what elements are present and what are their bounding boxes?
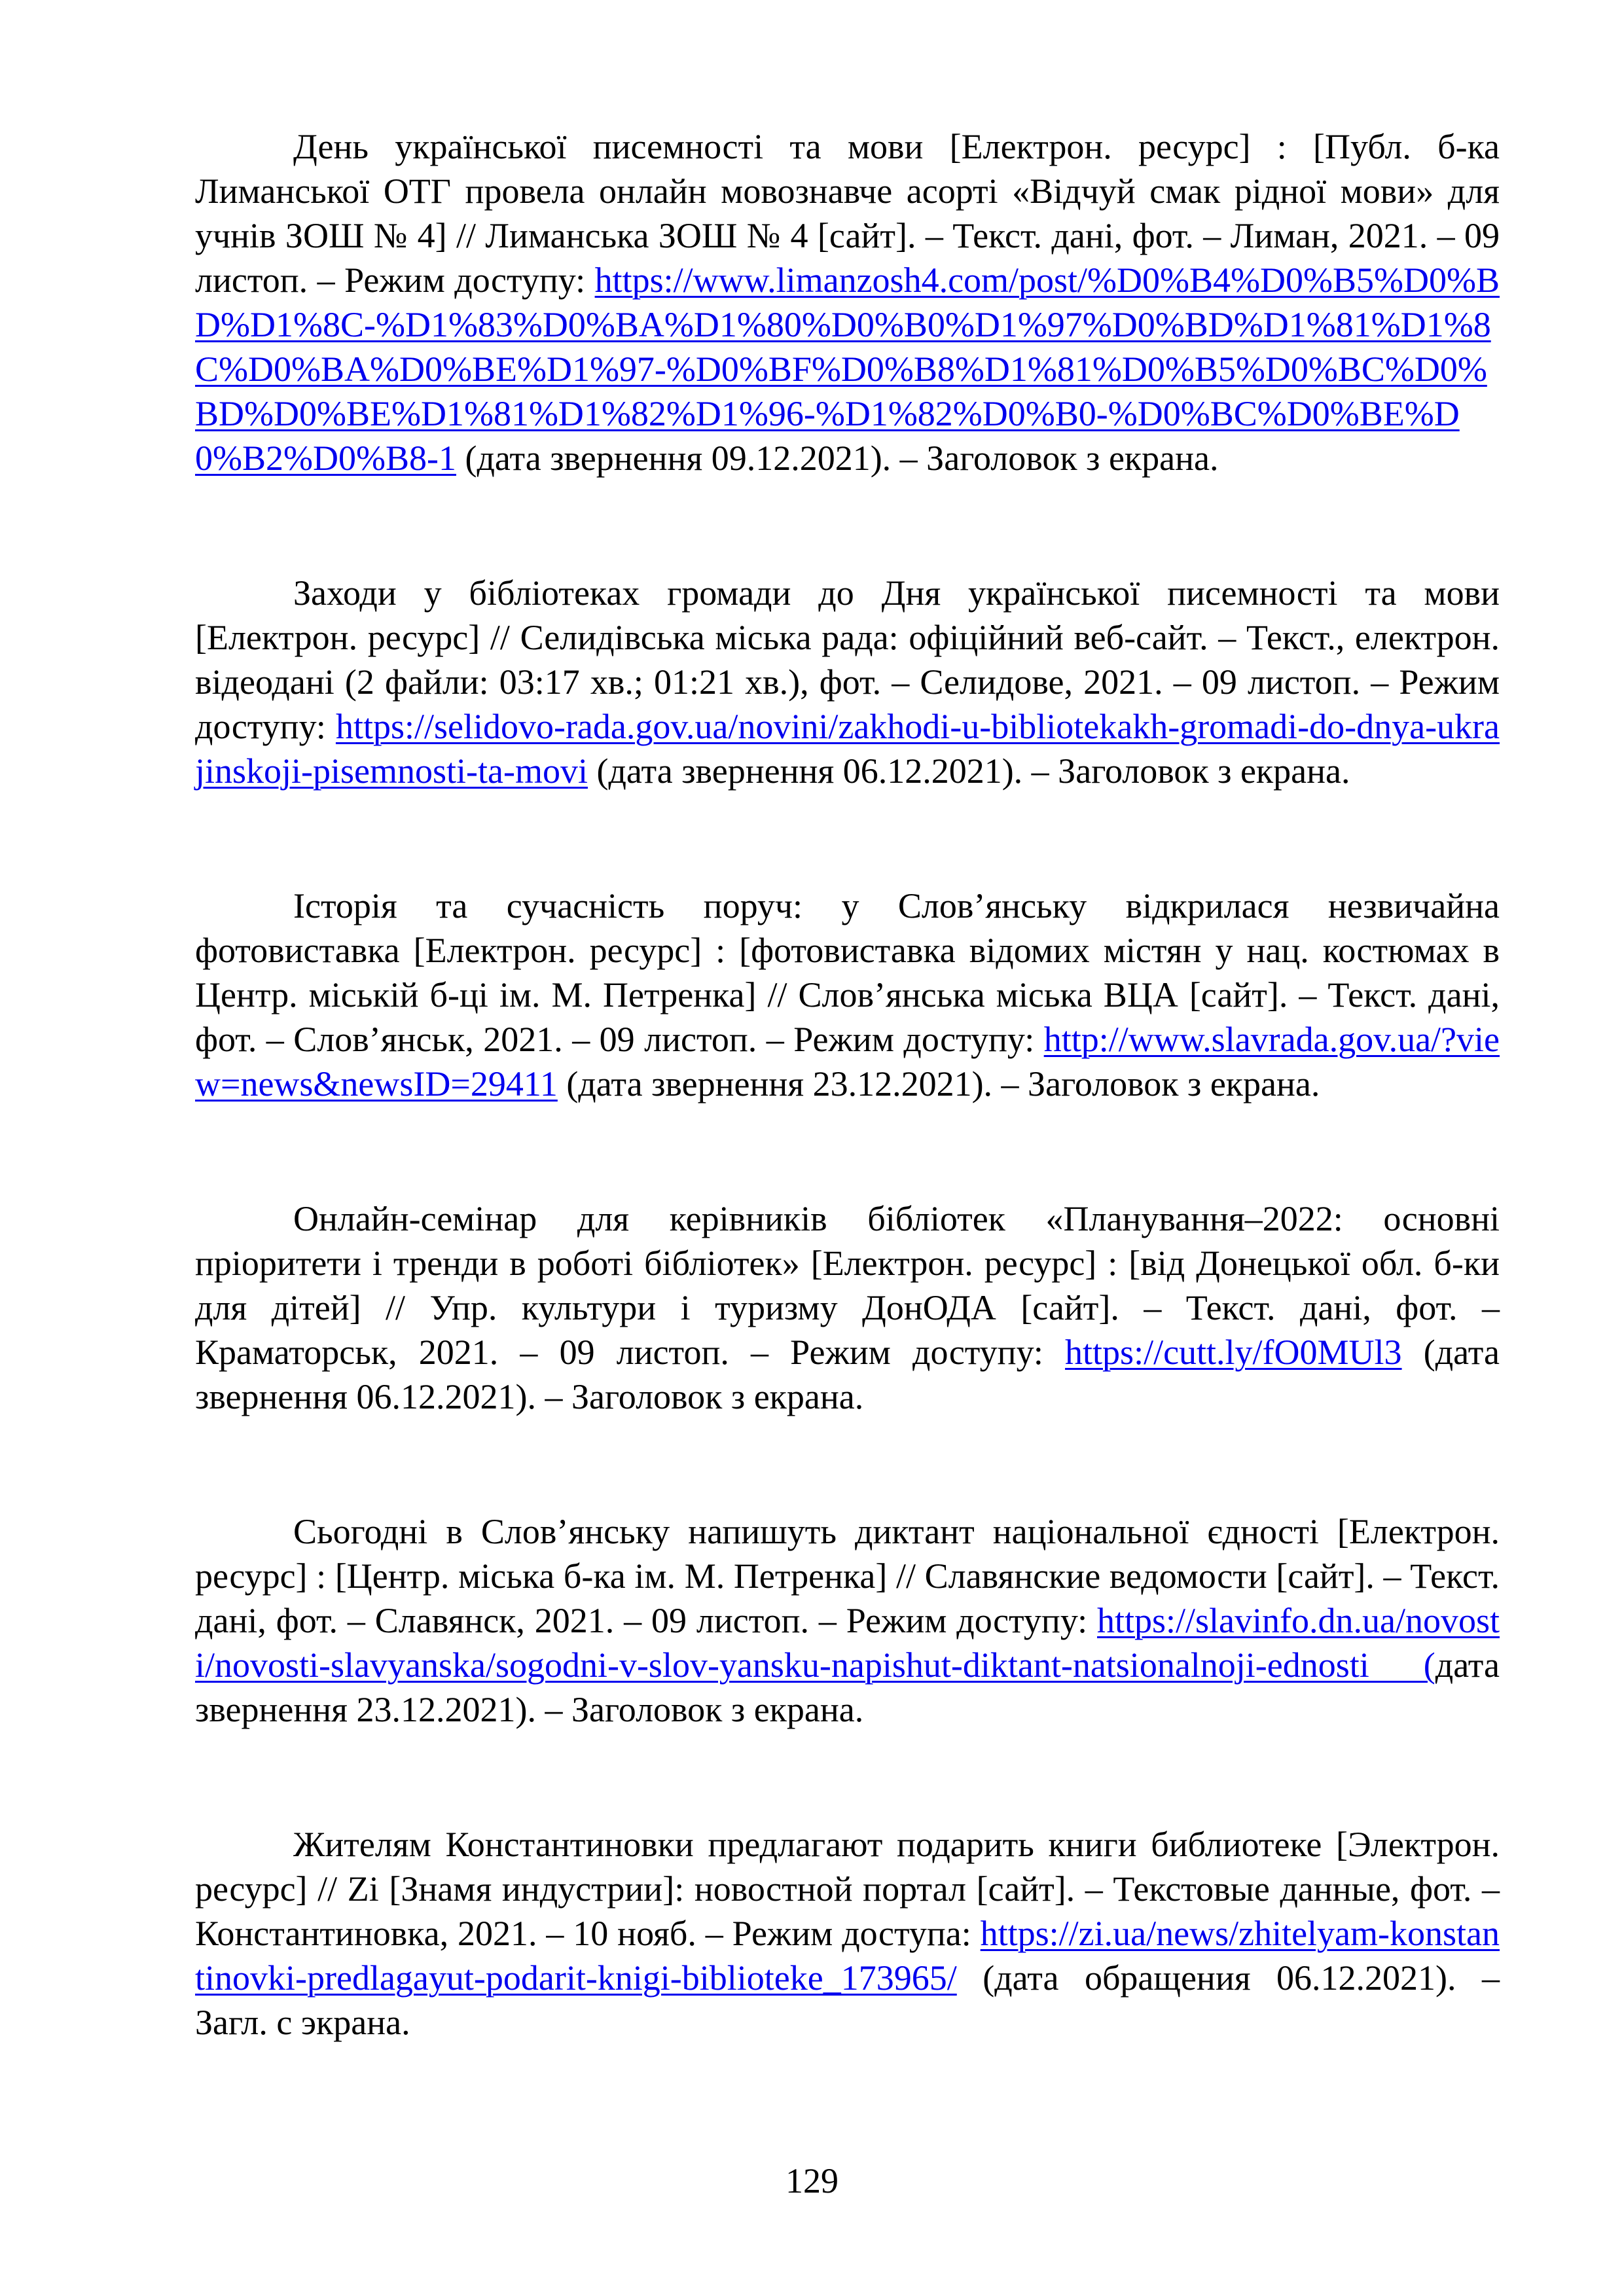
- bibliography-entry: [195, 1196, 1500, 1419]
- bibliography-entry: [195, 571, 1500, 793]
- bibliography-entry: [195, 884, 1500, 1106]
- entry-link[interactable]: https://zi.ua/news/zhitelyam-konstantinovki-predlagayut-podarit-knigi-biblioteke_173965/: [195, 1914, 1500, 1998]
- entry-text: Заходи у бібліотеках громади до Дня української писемності та мови [Електрон. ресурс] // Селидівська міська рада: офіційний веб-сайт. – Текст., електрон. відеодані (2 файли: 03:17 хв.; 01:21 хв.), фот. – Селидове, 2021. – 09 листоп. – Режим доступу:: [195, 573, 1500, 746]
- entry-text: День української писемності та мови [Електрон. ресурс] : [Публ. б-ка Лиманської ОТГ провела онлайн мовознавче асорті «Відчуй смак рідної мови» для учнів ЗОШ № 4] // Лиманська ЗОШ № 4 [сайт]. – Текст. дані, фот. – Лиман, 2021. – 09 листоп. – Режим доступу:: [195, 127, 1500, 300]
- entry-access-date: (дата звернення 06.12.2021). – Заголовок з екрана.: [195, 1333, 1500, 1416]
- entry-access-date: (дата звернення 09.12.2021). – Заголовок з екрана.: [456, 439, 1219, 478]
- page-number: 129: [785, 2161, 839, 2200]
- entry-link[interactable]: https://www.limanzosh4.com/post/%D0%B4%D0%B5%D0%BD%D1%8C-%D1%83%D0%BA%D1%80%D0%B0%D1%97%D0%BD%D1%81%D1%8C%D0%BA%D0%BE%D1%97-%D0%BF%D0%B8%D1%81%D0%B5%D0%BC%D0%BD%D0%BE%D1%81%D1%82%D1%96-%D1%82%D0%B0-%D0%BC%D0%BE%D0%B2%D0%B8-1: [195, 260, 1500, 478]
- entry-link[interactable]: http://www.slavrada.gov.ua/?view=news&newsID=29411: [195, 1020, 1500, 1103]
- entry-access-date: (дата обращения 06.12.2021). – Загл. с экрана.: [195, 1958, 1500, 2042]
- entry-access-date: дата звернення 23.12.2021). – Заголовок з екрана.: [195, 1645, 1500, 1729]
- entry-text: Жителям Константиновки предлагают подарить книги библиотеке [Электрон. ресурс] // Zi [Знамя индустрии]: новостной портал [сайт]. – Текстовые данные, фот. – Константиновка, 2021. – 10 нояб. – Режим доступа:: [195, 1825, 1500, 1953]
- entry-text: Сьогодні в Слов’янську напишуть диктант національної єдності [Електрон. ресурс] : [Центр. міська б-ка ім. М. Петренка] // Славянские ведомости [сайт]. – Текст. дані, фот. – Славянск, 2021. – 09 листоп. – Режим доступу:: [195, 1512, 1500, 1640]
- entry-link[interactable]: https://cutt.ly/fO0MUl3: [1065, 1333, 1402, 1372]
- bibliography-list: [195, 124, 1500, 2135]
- entry-text: Онлайн-семінар для керівників бібліотек «Планування–2022: основні пріоритети і тренди в роботі бібліотек» [Електрон. ресурс] : [від Донецької обл. б-ки для дітей] // Упр. культури і туризму ДонОДА [сайт]. – Текст. дані, фот. – Краматорськ, 2021. – 09 листоп. – Режим доступу:: [195, 1199, 1500, 1372]
- entry-access-date: (дата звернення 23.12.2021). – Заголовок з екрана.: [557, 1064, 1320, 1103]
- entry-link[interactable]: https://slavinfo.dn.ua/novosti/novosti-slavyanska/sogodni-v-slov-yansku-napishut-diktant-natsionalnoji-ednosti (: [195, 1601, 1500, 1685]
- entry-access-date: (дата звернення 06.12.2021). – Заголовок з екрана.: [587, 751, 1350, 791]
- bibliography-entry: [195, 1822, 1500, 2045]
- entry-link[interactable]: https://selidovo-rada.gov.ua/novini/zakhodi-u-bibliotekakh-gromadi-do-dnya-ukrajinskoji-pisemnosti-ta-movi: [195, 707, 1500, 791]
- entry-text: Історія та сучасність поруч: у Слов’янську відкрилася незвичайна фотовиставка [Електрон. ресурс] : [фотовиставка відомих містян у нац. костюмах в Центр. міській б-ці ім. М. Петренка] // Слов’янська міська ВЦА [сайт]. – Текст. дані, фот. – Слов’янськ, 2021. – 09 листоп. – Режим доступу:: [195, 886, 1500, 1059]
- bibliography-entry: [195, 124, 1500, 480]
- bibliography-entry: [195, 1509, 1500, 1732]
